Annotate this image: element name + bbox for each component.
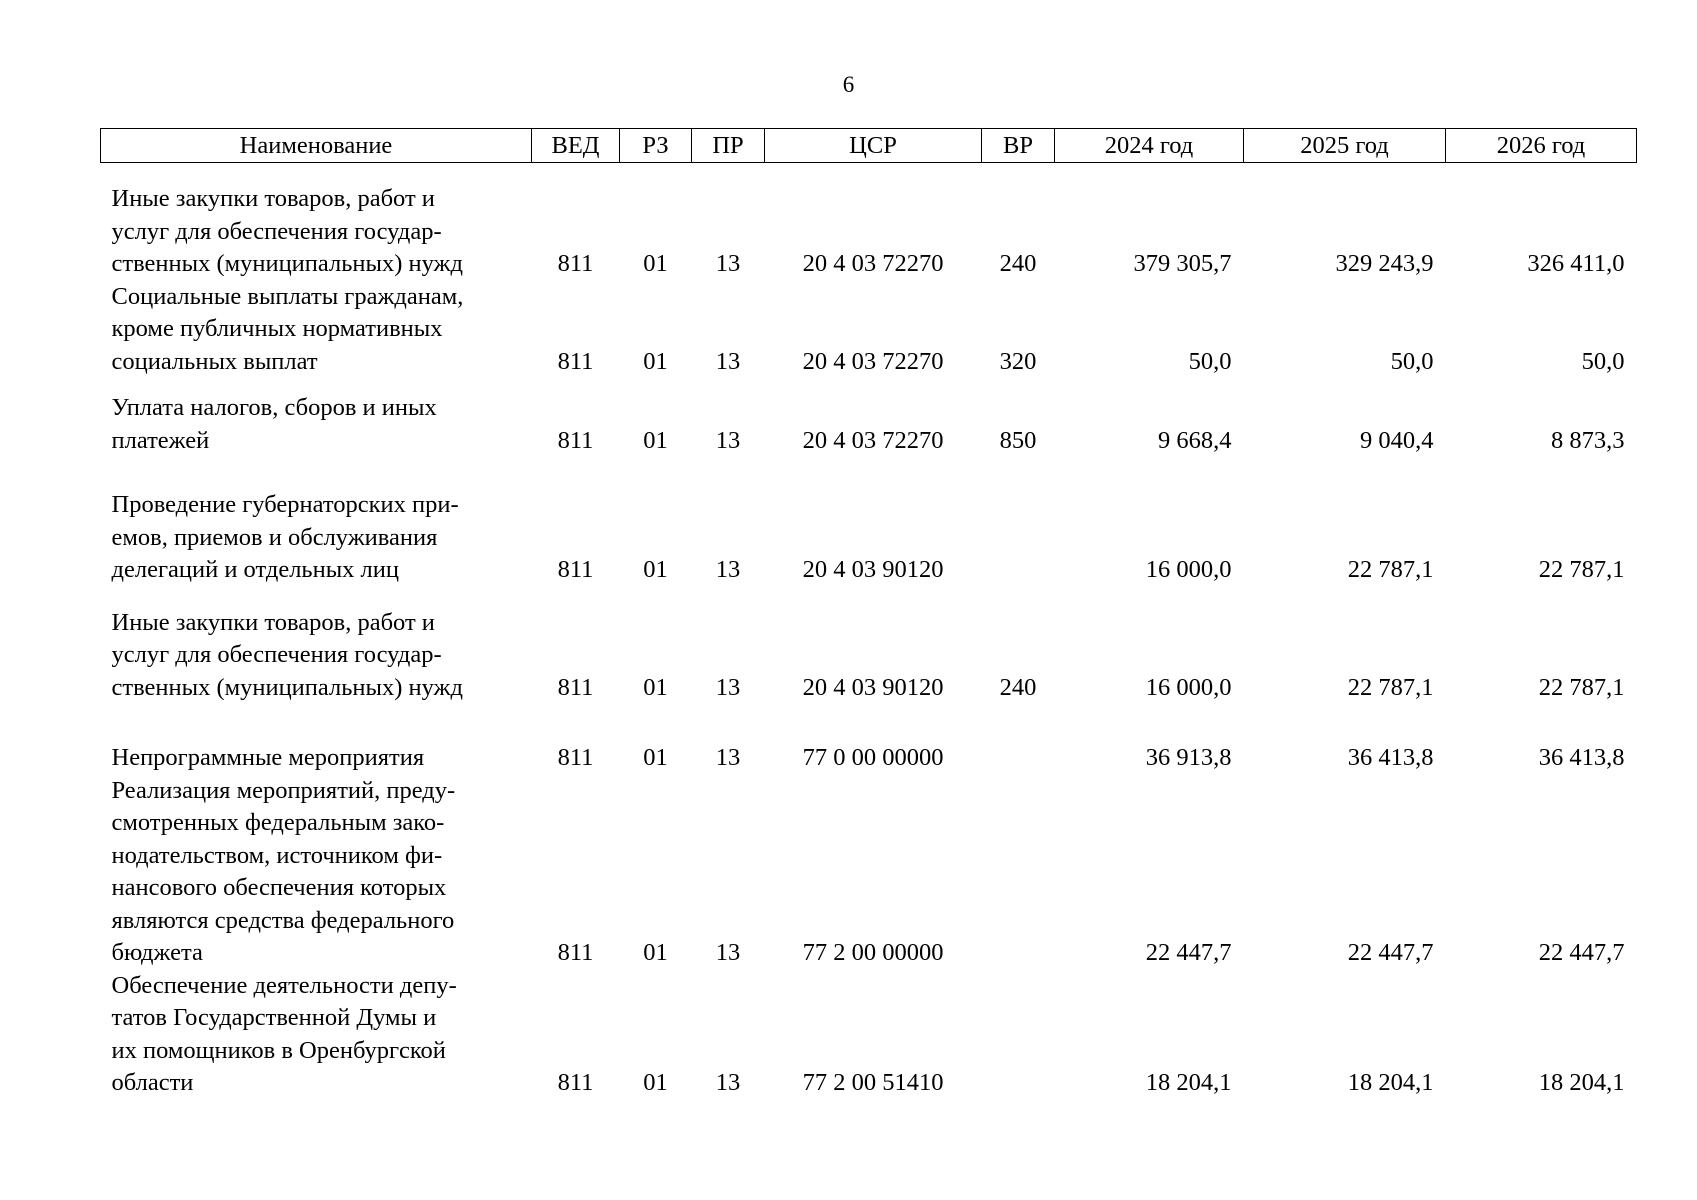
cell-pr: 13 <box>715 1069 741 1096</box>
cell-name-line: их помощников в Оренбургской <box>111 1036 446 1064</box>
cell-rz: 01 <box>643 673 668 701</box>
cell-2024: 379 305,7 <box>1133 250 1232 277</box>
table-header-row <box>101 129 1637 163</box>
cell-2026: 22 447,7 <box>1538 939 1625 966</box>
cell-ved: 811 <box>557 426 594 454</box>
cell-name-line: платежей <box>111 426 210 454</box>
header-pr: ПР <box>692 129 765 163</box>
cell-vr: 240 <box>999 250 1037 277</box>
cell-ved: 811 <box>557 673 594 701</box>
cell-name-line: нодательством, источником фи- <box>111 841 443 869</box>
page-number: 6 <box>842 72 855 97</box>
cell-name-line: Иные закупки товаров, работ и <box>111 185 435 212</box>
cell-2026: 22 787,1 <box>1538 673 1625 701</box>
cell-rz: 01 <box>643 250 668 277</box>
cell-name-line: Непрограммные мероприятия <box>111 744 425 771</box>
cell-vr <box>982 970 1055 1100</box>
cell-2024: 18 204,1 <box>1145 1069 1232 1096</box>
cell-name-line: являются средства федерального <box>111 906 455 934</box>
cell-pr: 13 <box>715 250 741 277</box>
cell-2025: 22 447,7 <box>1347 939 1434 966</box>
cell-name-line: ственных (муниципальных) нужд <box>111 673 463 701</box>
cell-pr: 13 <box>715 556 741 583</box>
cell-name <box>101 704 532 775</box>
cell-csr: 20 4 03 72270 <box>802 426 944 454</box>
cell-2025: 22 787,1 <box>1347 673 1434 701</box>
cell-2026: 36 413,8 <box>1538 744 1625 771</box>
cell-2024: 16 000,0 <box>1145 673 1232 701</box>
table-body <box>101 163 1637 1100</box>
cell-rz: 01 <box>643 939 668 966</box>
header-vr: ВР <box>982 129 1055 163</box>
cell-name-line: Иные закупки товаров, работ и <box>111 608 435 636</box>
header-2024: 2024 год <box>1055 129 1244 163</box>
header-csr: ЦСР <box>765 129 982 163</box>
cell-ved: 811 <box>557 347 594 375</box>
cell-ved: 811 <box>557 250 594 277</box>
cell-name-line: кроме публичных нормативных <box>111 315 443 342</box>
cell-name-line: Обеспечение деятельности депу- <box>111 971 457 999</box>
cell-name-line: социальных выплат <box>111 347 318 375</box>
header-rz: РЗ <box>620 129 692 163</box>
cell-rz: 01 <box>643 744 668 771</box>
cell-name-line: Социальные выплаты гражданам, <box>111 282 464 310</box>
header-name: Наименование <box>101 129 532 163</box>
table-row <box>101 704 1637 775</box>
cell-ved: 811 <box>557 939 594 966</box>
header-2026: 2026 год <box>1446 129 1637 163</box>
cell-name <box>101 775 532 970</box>
cell-2024: 50,0 <box>1188 347 1232 375</box>
table-row <box>101 163 1637 281</box>
cell-name-line: бюджета <box>111 939 203 966</box>
cell-2025: 36 413,8 <box>1347 744 1434 771</box>
cell-vr <box>982 457 1055 587</box>
cell-2024: 9 668,4 <box>1158 426 1232 454</box>
cell-name-line: татов Государственной Думы и <box>111 1004 437 1031</box>
cell-2025: 50,0 <box>1390 347 1434 375</box>
cell-name-line: смотренных федеральным зако- <box>111 809 445 836</box>
cell-2024: 16 000,0 <box>1145 556 1232 583</box>
cell-vr <box>982 775 1055 970</box>
cell-pr: 13 <box>715 426 741 454</box>
table-row <box>101 587 1637 705</box>
cell-2026: 8 873,3 <box>1551 426 1625 454</box>
cell-pr: 13 <box>715 744 741 771</box>
table-row <box>101 775 1637 970</box>
cell-rz: 01 <box>643 556 668 583</box>
cell-csr: 77 2 00 51410 <box>802 1069 944 1096</box>
cell-name-line: делегаций и отдельных лиц <box>111 556 400 583</box>
cell-2026: 50,0 <box>1581 347 1625 375</box>
cell-2025: 329 243,9 <box>1335 250 1434 277</box>
cell-name-line: услуг для обеспечения государ- <box>111 217 442 245</box>
cell-2025: 18 204,1 <box>1347 1069 1434 1096</box>
cell-2026: 18 204,1 <box>1538 1069 1625 1096</box>
cell-csr: 20 4 03 90120 <box>802 673 944 701</box>
cell-name <box>101 587 532 705</box>
cell-2024: 22 447,7 <box>1145 939 1232 966</box>
cell-csr: 77 0 00 00000 <box>802 744 944 771</box>
cell-name-line: Уплата налогов, сборов и иных <box>111 394 437 421</box>
cell-name-line: ственных (муниципальных) нужд <box>111 250 463 277</box>
cell-name <box>101 970 532 1100</box>
cell-name-line: Реализация мероприятий, преду- <box>111 776 456 804</box>
header-ved: ВЕД <box>532 129 620 163</box>
cell-ved: 811 <box>557 744 594 771</box>
cell-name-line: области <box>111 1069 194 1096</box>
cell-name-line: емов, приемов и обслуживания <box>111 523 438 551</box>
cell-vr <box>982 704 1055 775</box>
cell-2026: 22 787,1 <box>1538 556 1625 583</box>
cell-csr: 77 2 00 00000 <box>802 939 944 966</box>
cell-name-line: Проведение губернаторских при- <box>111 491 459 518</box>
header-2025: 2025 год <box>1244 129 1446 163</box>
table-row <box>101 457 1637 587</box>
cell-2025: 9 040,4 <box>1360 426 1434 454</box>
cell-vr: 850 <box>999 426 1037 454</box>
cell-ved: 811 <box>557 1069 594 1096</box>
cell-pr: 13 <box>715 673 741 701</box>
cell-name <box>101 281 532 379</box>
cell-rz: 01 <box>643 347 668 375</box>
budget-table <box>100 128 1637 1100</box>
table-row <box>101 970 1637 1100</box>
cell-rz: 01 <box>643 426 668 454</box>
cell-csr: 20 4 03 90120 <box>802 556 944 583</box>
cell-2025: 22 787,1 <box>1347 556 1434 583</box>
cell-name <box>101 457 532 587</box>
cell-name-line: нансового обеспечения которых <box>111 874 447 901</box>
table-row <box>101 378 1637 457</box>
cell-vr: 320 <box>999 347 1037 375</box>
cell-ved: 811 <box>557 556 594 583</box>
cell-csr: 20 4 03 72270 <box>802 347 944 375</box>
cell-name <box>101 378 532 457</box>
cell-2024: 36 913,8 <box>1145 744 1232 771</box>
cell-2026: 326 411,0 <box>1527 250 1625 277</box>
cell-name <box>101 163 532 281</box>
cell-rz: 01 <box>643 1069 668 1096</box>
cell-name-line: услуг для обеспечения государ- <box>111 641 442 668</box>
cell-csr: 20 4 03 72270 <box>802 250 944 277</box>
table-row <box>101 281 1637 379</box>
cell-pr: 13 <box>715 939 741 966</box>
cell-vr: 240 <box>999 673 1037 701</box>
cell-pr: 13 <box>715 347 741 375</box>
